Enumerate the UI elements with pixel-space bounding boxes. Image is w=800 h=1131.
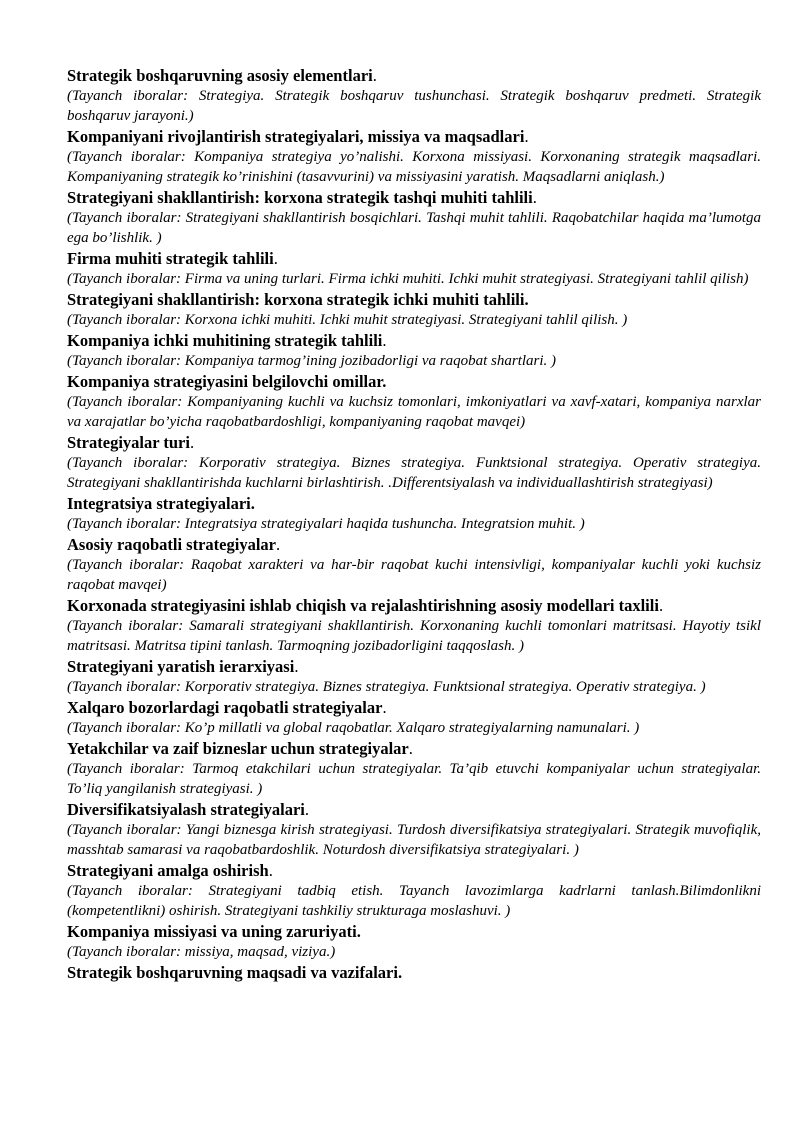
document-body xyxy=(67,66,761,983)
topic-section xyxy=(67,800,761,861)
topic-section xyxy=(67,331,761,372)
topic-heading xyxy=(67,535,761,555)
topic-title: Kompaniya ichki muhitining strategik tahlili xyxy=(67,331,383,350)
title-trailing-punctuation: . xyxy=(372,66,377,85)
topic-heading xyxy=(67,290,761,310)
topic-keywords: (Tayanch iboralar: Korporativ strategiya. Biznes strategiya. Funktsional strategiya. Operativ strategiya. Strategiyani shakllantirishda kuchlarni birlashtirish. .Differentsiyalash va individuallashtirish strategiyasi) xyxy=(67,455,761,491)
topic-section xyxy=(67,290,761,331)
topic-heading xyxy=(67,698,761,718)
topic-keywords: (Tayanch iboralar: Kompaniya tarmog’ining jozibadorligi va raqobat shartlari. ) xyxy=(67,353,557,369)
topic-section xyxy=(67,963,761,983)
topic-keywords: (Tayanch iboralar: Korporativ strategiya. Biznes strategiya. Funktsional strategiya. Operativ strategiya. ) xyxy=(67,679,706,695)
topic-keywords: (Tayanch iboralar: Kompaniyaning kuchli va kuchsiz tomonlari, imkoniyatlari va xavf-xatari, kompaniya narxlar va xarajatlar bo’yicha raqobatbardoshligi, kompaniyaning raqobat mavqei) xyxy=(67,394,761,430)
topic-section xyxy=(67,861,761,922)
topic-title: Kompaniya strategiyasini belgilovchi omillar. xyxy=(67,372,387,391)
topic-title: Strategiyani yaratish ierarxiyasi xyxy=(67,657,295,676)
topic-heading xyxy=(67,331,761,351)
topic-title: Strategiyalar turi xyxy=(67,433,190,452)
topic-title: Strategiyani amalga oshirish xyxy=(67,861,269,880)
topic-keywords: (Tayanch iboralar: Kompaniya strategiya yo’nalishi. Korxona missiyasi. Korxonaning strategik maqsadlari. Kompaniyaning strategik ko’rinishini (tasavvurini) va missiyasini yaratish. Maqsadlarni aniqlash.) xyxy=(67,149,761,185)
topic-keywords: (Tayanch iboralar: Korxona ichki muhiti. Ichki muhit strategiyasi. Strategiyani tahlil qilish. ) xyxy=(67,312,628,328)
title-trailing-punctuation: . xyxy=(304,800,309,819)
topic-heading xyxy=(67,433,761,453)
topic-heading xyxy=(67,800,761,820)
title-trailing-punctuation: . xyxy=(532,188,537,207)
topic-title: Korxonada strategiyasini ishlab chiqish va rejalashtirishning asosiy modellari taxlili xyxy=(67,596,659,615)
topic-title: Integratsiya strategiyalari. xyxy=(67,494,255,513)
topic-keywords: (Tayanch iboralar: Ko’p millatli va global raqobatlar. Xalqaro strategiyalarning namunalari. ) xyxy=(67,720,640,736)
topic-section xyxy=(67,66,761,127)
topic-section xyxy=(67,698,761,739)
topic-section xyxy=(67,739,761,800)
topic-heading xyxy=(67,596,761,616)
title-trailing-punctuation: . xyxy=(658,596,664,615)
topic-section xyxy=(67,494,761,535)
topic-title: Strategiyani shakllantirish: korxona strategik tashqi muhiti tahlili xyxy=(67,188,533,207)
topic-keywords: (Tayanch iboralar: missiya, maqsad, viziya.) xyxy=(67,944,336,960)
topic-section xyxy=(67,433,761,494)
topic-keywords: (Tayanch iboralar: Raqobat xarakteri va har-bir raqobat kuchi intensivligi, kompaniyalar kuchli yoki kuchsiz raqobat mavqei) xyxy=(67,557,761,593)
topic-keywords: (Tayanch iboralar: Tarmoq etakchilari uchun strategiyalar. Ta’qib etuvchi kompaniyalar uchun strategiyalar. To’liq yangilanish strategiyasi. ) xyxy=(67,761,761,797)
title-trailing-punctuation: . xyxy=(268,861,273,880)
topic-title: Xalqaro bozorlardagi raqobatli strategiyalar xyxy=(67,698,383,717)
topic-heading xyxy=(67,127,761,147)
title-trailing-punctuation: . xyxy=(273,249,278,268)
topic-heading xyxy=(67,861,761,881)
topic-heading xyxy=(67,372,761,392)
topic-title: Kompaniya missiyasi va uning zaruriyati. xyxy=(67,922,361,941)
topic-heading xyxy=(67,494,761,514)
topic-section xyxy=(67,596,761,657)
topic-title: Asosiy raqobatli strategiyalar xyxy=(67,535,276,554)
topic-title: Kompaniyani rivojlantirish strategiyalari, missiya va maqsadlari xyxy=(67,127,525,146)
topic-keywords: (Tayanch iboralar: Firma va uning turlari. Firma ichki muhiti. Ichki muhit strategiyasi. Strategiyani tahlil qilish) xyxy=(67,271,749,287)
topic-keywords: (Tayanch iboralar: Samarali strategiyani shakllantirish. Korxonaning kuchli tomonlari matritsasi. Hayotiy tsikl matritsasi. Matritsa tipini tanlash. Tarmoqning jozibadorligini taqqoslash. ) xyxy=(67,618,761,654)
title-trailing-punctuation: . xyxy=(524,127,529,146)
topic-heading xyxy=(67,922,761,942)
title-trailing-punctuation: . xyxy=(189,433,195,452)
title-trailing-punctuation: . xyxy=(382,331,387,350)
topic-keywords: (Tayanch iboralar: Strategiya. Strategik boshqaruv tushunchasi. Strategik boshqaruv predmeti. Strategik boshqaruv jarayoni.) xyxy=(67,88,761,124)
topic-heading xyxy=(67,739,761,759)
topic-section xyxy=(67,922,761,963)
topic-section xyxy=(67,249,761,290)
title-trailing-punctuation: . xyxy=(294,657,299,676)
topic-section xyxy=(67,372,761,433)
title-trailing-punctuation: . xyxy=(408,739,413,758)
topic-section xyxy=(67,657,761,698)
topic-title: Firma muhiti strategik tahlili xyxy=(67,249,274,268)
topic-title: Diversifikatsiyalash strategiyalari xyxy=(67,800,305,819)
topic-title: Yetakchilar va zaif bizneslar uchun strategiyalar xyxy=(67,739,409,758)
topic-section xyxy=(67,535,761,596)
topic-keywords: (Tayanch iboralar: Integratsiya strategiyalari haqida tushuncha. Integratsion muhit. ) xyxy=(67,516,585,532)
topic-title: Strategiyani shakllantirish: korxona strategik ichki muhiti tahlili. xyxy=(67,290,529,309)
topic-heading xyxy=(67,66,761,86)
topic-keywords: (Tayanch iboralar: Strategiyani shakllantirish bosqichlari. Tashqi muhit tahlili. Raqobatchilar haqida ma’lumotga ega bo’lishlik. ) xyxy=(67,210,761,246)
title-trailing-punctuation: . xyxy=(275,535,281,554)
topic-title: Strategik boshqaruvning asosiy elementlari xyxy=(67,66,373,85)
topic-section xyxy=(67,127,761,188)
topic-keywords: (Tayanch iboralar: Yangi biznesga kirish strategiyasi. Turdosh diversifikatsiya strategiyalari. Strategik muvofiqlik, masshtab samarasi va raqobatbardoshlik. Noturdosh diversifikatsiya strategiyalari. ) xyxy=(67,822,761,858)
topic-heading xyxy=(67,963,761,983)
topic-section xyxy=(67,188,761,249)
topic-keywords: (Tayanch iboralar: Strategiyani tadbiq etish. Tayanch lavozimlarga kadrlarni tanlash.Bilimdonlikni (kompetentlikni) oshirish. Strategiyani tashkiliy strukturaga moslashuvi. ) xyxy=(67,883,761,919)
topic-heading xyxy=(67,188,761,208)
title-trailing-punctuation: . xyxy=(382,698,387,717)
topic-heading xyxy=(67,657,761,677)
topic-title: Strategik boshqaruvning maqsadi va vazifalari. xyxy=(67,963,403,982)
topic-heading xyxy=(67,249,761,269)
